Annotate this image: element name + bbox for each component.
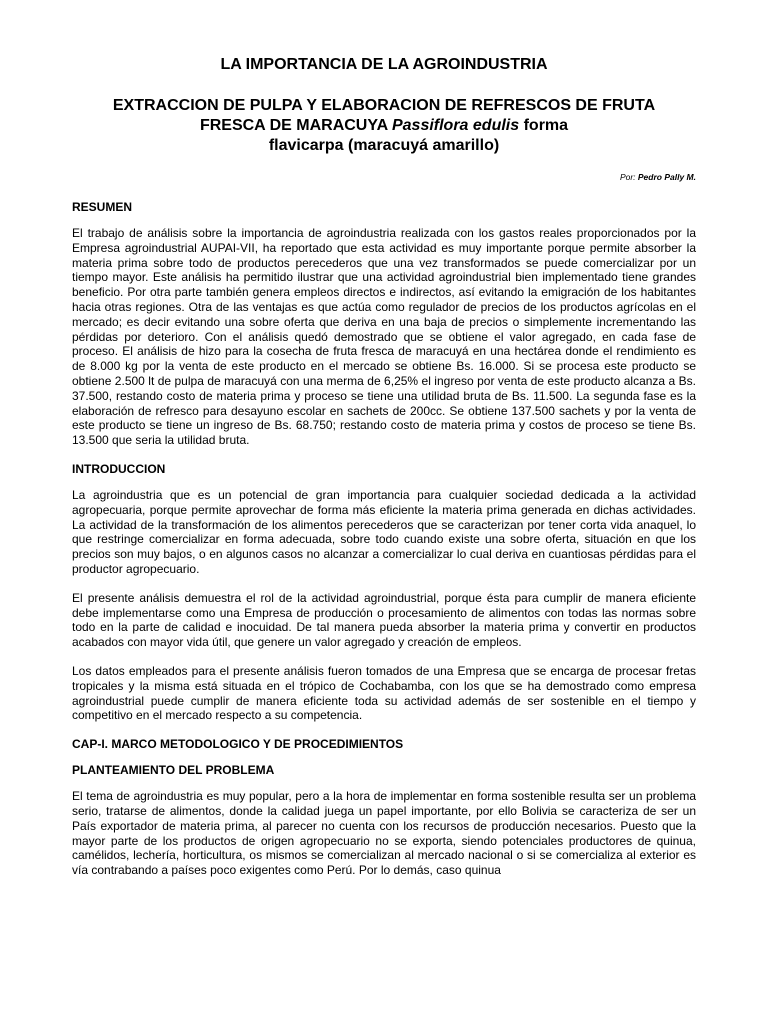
subtitle-line-2 <box>72 116 696 136</box>
section-heading-capitulo: CAP-I. MARCO METODOLOGICO Y DE PROCEDIMIENTOS <box>72 737 404 752</box>
subtitle-line-2-suffix: forma <box>519 117 569 134</box>
author-name: Pedro Pally M. <box>637 172 696 182</box>
introduccion-paragraph-1: La agroindustria que es un potencial de gran importancia para cualquier sociedad dedicada a la actividad agropecuaria, porque permite aprovechar de forma más eficiente la materia prima generada en dichas actividades. La actividad de la transformación de los alimentos perecederos que se caracterizan por tener corta vida anaquel, lo que restringe comercializar en forma adecuada, sobre todo cuando existe una sobre oferta, situación en que los precios son muy bajos, o en algunos casos no alcanzar a comercializar lo cual deriva en cuantiosas pérdidas para el productor agropecuario. <box>72 487 696 576</box>
planteamiento-paragraph: El tema de agroindustria es muy popular, pero a la hora de implementar en forma sostenible resulta ser un problema serio, tratarse de alimentos, donde la calidad juega un papel importante, por ello Bolivia se caracteriza de ser un País exportador de materia prima, al parecer no cuenta con los recursos de producción necesarios. Puesto que la mayor parte de los productos de origen agropecuario no se exporta, siendo potenciales productores de quinua, camélidos, lechería, horticultura, os mismos se comercializan al mercado nacional o si se comercializa al exterior es vía contrabando a países poco exigentes como Perú. Por lo demás, caso quinua <box>72 789 696 878</box>
author-byline <box>72 172 696 182</box>
scientific-name: Passiflora edulis <box>391 117 520 134</box>
section-heading-planteamiento: PLANTEAMIENTO DEL PROBLEMA <box>72 763 275 778</box>
document-title: LA IMPORTANCIA DE LA AGROINDUSTRIA <box>220 56 548 73</box>
resumen-paragraph: El trabajo de análisis sobre la importancia de agroindustria realizada con los gastos reales proporcionados por la Empresa agroindustrial AUPAI-VII, ha reportado que esta actividad es muy importante porque permite absorber la materia prima sobre todo de productos perecederos que una vez transformados se puede comercializar por un tiempo mayor. Este análisis ha permitido ilustrar que una actividad agroindustrial bien implementado tiene grandes beneficio. Por otra parte también genera empleos directos e indirectos, así evitando la emigración de los habitantes hacia otras regiones. Otra de las ventajas es que actúa como regulador de precios de los productos agrícolas en el mercado; es decir evitando una sobre oferta que deriva en una baja de precios o simplemente incrementando las pérdidas por deterioro. Con el análisis quedó demostrado que se obtiene el valor agregado, en cada fase de proceso. El análisis de hizo para la cosecha de fruta fresca de maracuyá en una hectárea donde el rendimiento es de 8.000 kg por la venta de este producto en el mercado se obtiene Bs. 16.000. Si se procesa este producto se obtiene 2.500 lt de pulpa de maracuyá con una merma de 6,25% el ingreso por venta de este producto alcanza a Bs. 37.500, restando costo de materia prima y proceso se tiene una utilidad bruta de Bs. 11.500. La segunda fase es la elaboración de refresco para desayuno escolar en sachets de 200cc. Se obtiene 137.500 sachets y por la venta de este producto se tiene un ingreso de Bs. 68.750; restando costo de materia prima y costos de proceso se tiene Bs. 13.500 que seria la utilidad bruta. <box>72 226 696 448</box>
subtitle-line-2-prefix: FRESCA DE MARACUYA <box>199 117 392 134</box>
byline-prefix: Por: <box>619 172 638 182</box>
introduccion-paragraph-2: El presente análisis demuestra el rol de la actividad agroindustrial, porque ésta para cumplir de manera eficiente debe implementarse como una Empresa de producción o procesamiento de alimentos con todas las normas sobre todo en la parte de calidad e inocuidad. De tal manera pueda absorber la materia prima y convertir en productos acabados con mayor vida útil, que genere un valor agregado y creación de empleos. <box>72 590 696 650</box>
introduccion-paragraph-3: Los datos empleados para el presente análisis fueron tomados de una Empresa que se encarga de procesar fretas tropicales y la misma está situada en el trópico de Cochabamba, con los que se ha demostrado como empresa agroindustrial puede cumplir de manera eficiente toda su actividad además de ser sostenible en el tiempo y competitivo en el mercado respecto a su competencia. <box>72 663 696 723</box>
subtitle-line-1: EXTRACCION DE PULPA Y ELABORACION DE REFRESCOS DE FRUTA <box>112 97 656 114</box>
section-heading-introduccion: INTRODUCCION <box>72 461 166 476</box>
section-heading-resumen: RESUMEN <box>72 200 133 214</box>
document-subtitle <box>72 96 696 156</box>
subtitle-line-3: flavicarpa (maracuyá amarillo) <box>268 137 500 154</box>
